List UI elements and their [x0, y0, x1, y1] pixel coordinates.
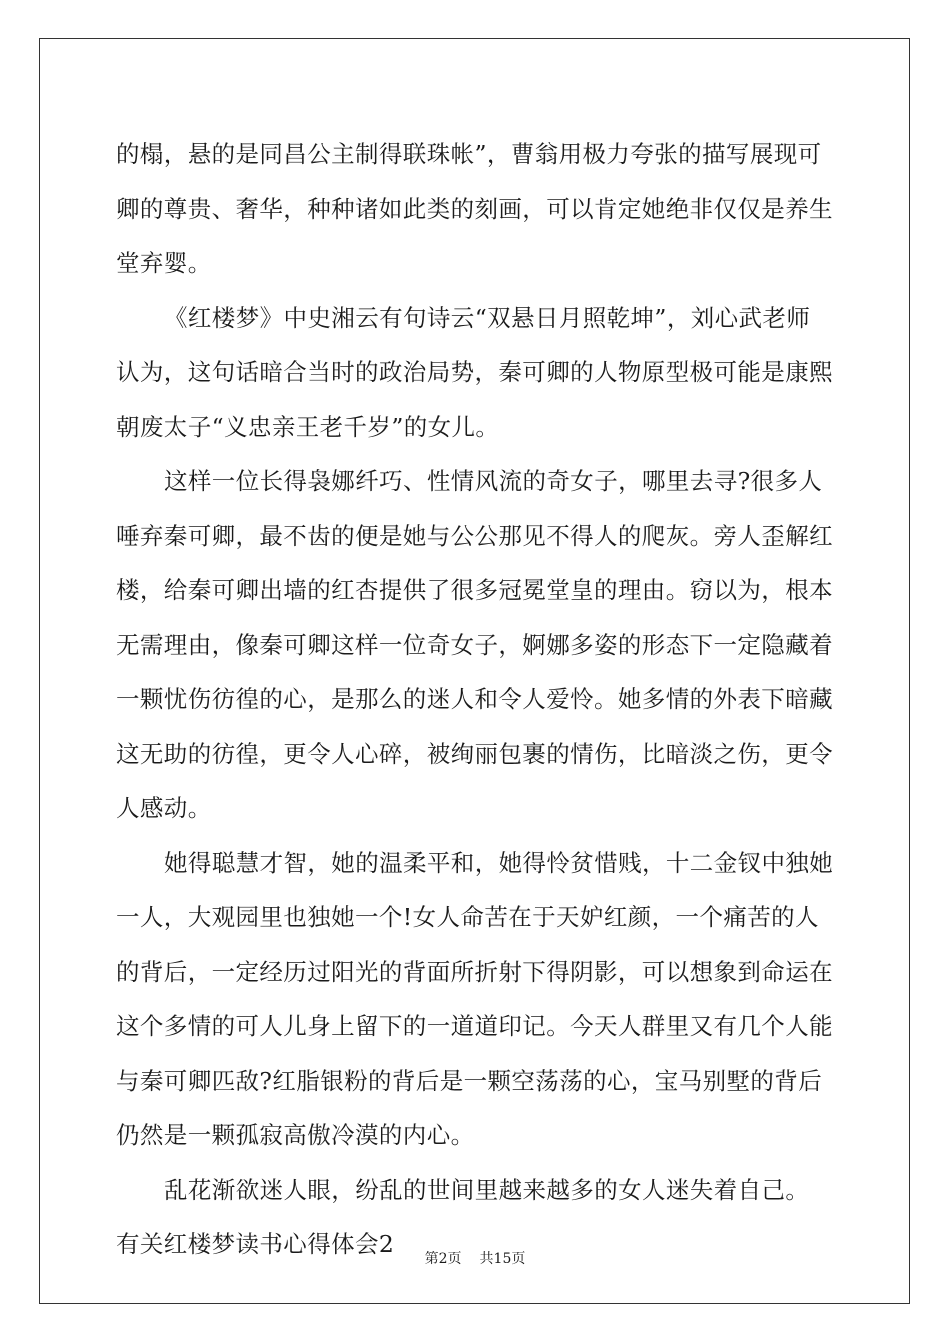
text-line: 无需理由，像秦可卿这样一位奇女子，婀娜多姿的形态下一定隐藏着	[116, 630, 833, 659]
paragraph	[116, 127, 836, 291]
page-number: 第2页	[424, 1251, 462, 1267]
text-line: 一人，大观园里也独她一个!女人命苦在于天妒红颜，一个痛苦的人	[116, 903, 819, 931]
text-line: 她得聪慧才智，她的温柔平和，她得怜贫惜贱，十二金钗中独她	[164, 848, 834, 877]
text-line: 这样一位长得袅娜纤巧、性情风流的奇女子，哪里去寻?很多人	[164, 467, 823, 495]
text-line: 乱花渐欲迷人眼，纷乱的世间里越来越多的女人迷失着自己。	[164, 1175, 810, 1204]
paragraph	[116, 1163, 836, 1218]
text-line: 这个多情的可人儿身上留下的一道道印记。今天人群里又有几个人能	[116, 1012, 833, 1040]
text-line: 认为，这句话暗合当时的政治局势，秦可卿的人物原型极可能是康熙	[116, 358, 833, 386]
text-line: 一颗忧伤彷徨的心，是那么的迷人和令人爱怜。她多情的外表下暗藏	[116, 685, 833, 713]
page-footer	[0, 1248, 950, 1268]
text-line: 卿的尊贵、奢华，种种诸如此类的刻画，可以肯定她绝非仅仅是养生	[116, 194, 833, 223]
text-line: 唾弃秦可卿，最不齿的便是她与公公那见不得人的爬灰。旁人歪解红	[116, 521, 833, 550]
text-line: 楼，给秦可卿出墙的红杏提供了很多冠冕堂皇的理由。窃以为，根本	[116, 576, 833, 604]
text-line: 仍然是一颗孤寂高傲冷漠的内心。	[116, 1121, 475, 1149]
text-line: 朝废太子“义忠亲王老千岁”的女儿。	[116, 412, 500, 441]
paragraph	[116, 291, 836, 455]
section-heading: 有关红楼梦读书心得体会2	[116, 1230, 395, 1258]
text-line: 《红楼梦》中史湘云有句诗云“双悬日月照乾坤”，刘心武老师	[164, 303, 811, 332]
text-line: 的背后，一定经历过阳光的背面所折射下得阴影，可以想象到命运在	[116, 957, 833, 986]
text-line: 堂弃婴。	[116, 249, 212, 277]
document-body	[116, 127, 836, 1272]
paragraph	[116, 836, 836, 1163]
paragraph	[116, 454, 836, 836]
page-total: 共15页	[479, 1251, 526, 1267]
text-line: 与秦可卿匹敌?红脂银粉的背后是一颗空荡荡的心，宝马别墅的背后	[116, 1066, 823, 1095]
text-line: 的榻，悬的是同昌公主制得联珠帐”，曹翁用极力夸张的描写展现可	[116, 140, 822, 168]
text-line: 人感动。	[116, 794, 212, 822]
text-line: 这无助的彷徨，更令人心碎，被绚丽包裹的情伤，比暗淡之伤，更令	[116, 739, 833, 768]
